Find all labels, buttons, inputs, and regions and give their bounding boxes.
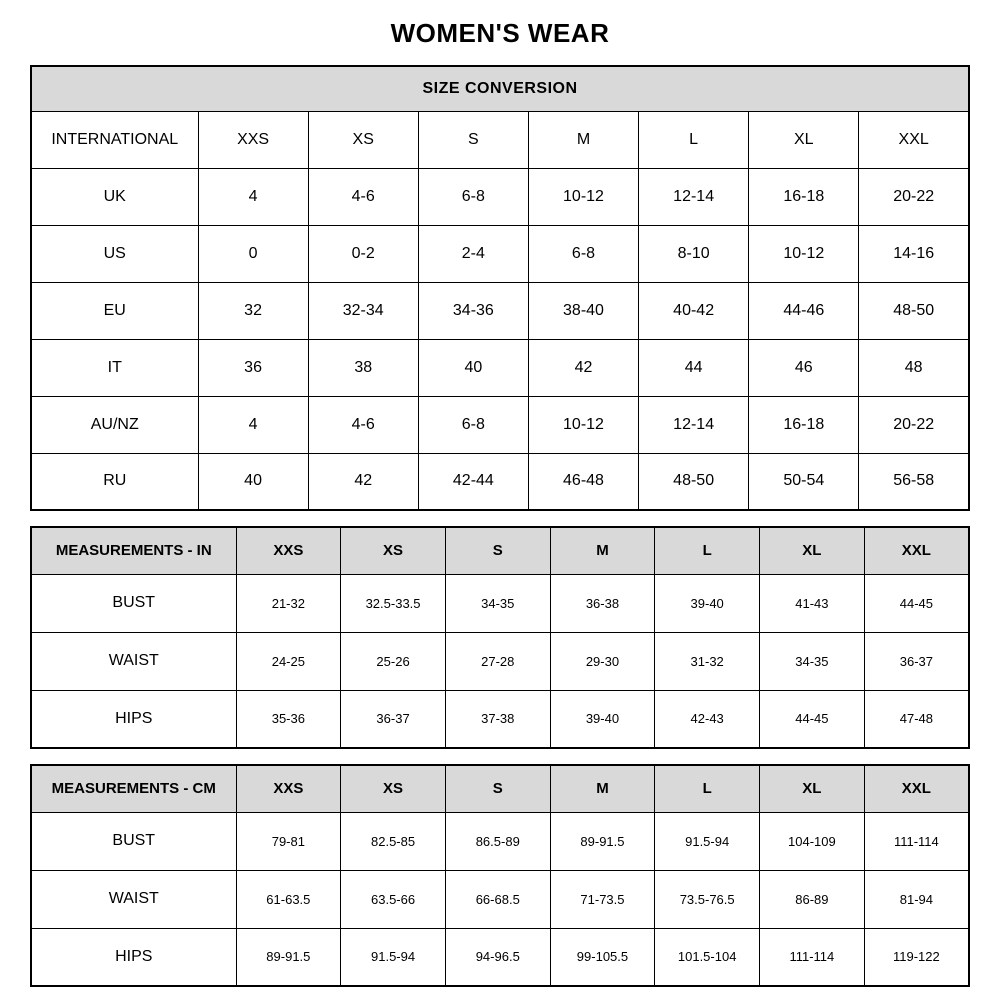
row-label: BUST	[31, 574, 236, 632]
size-value-cell: 6-8	[528, 225, 638, 282]
size-value-cell: 34-36	[418, 282, 528, 339]
row-label: IT	[31, 339, 198, 396]
row-label: WAIST	[31, 870, 236, 928]
table-title-cell: MEASUREMENTS - IN	[31, 527, 236, 574]
measurements-cm-header-row	[31, 765, 969, 812]
measurement-column-header: L	[655, 527, 760, 574]
row-label: RU	[31, 453, 198, 510]
measurement-cm-value-cell: 86-89	[760, 870, 865, 928]
measurement-column-header: XS	[341, 527, 446, 574]
size-value-cell: 38-40	[528, 282, 638, 339]
measurement-cm-value-cell: 71-73.5	[550, 870, 655, 928]
size-value-cell: 6-8	[418, 396, 528, 453]
table-row	[31, 690, 969, 748]
size-value-cell: 40	[418, 339, 528, 396]
size-column-header: XXS	[198, 111, 308, 168]
table-row	[31, 632, 969, 690]
row-label: HIPS	[31, 928, 236, 986]
measurements-in-table	[30, 526, 970, 749]
size-value-cell: 42	[528, 339, 638, 396]
measurement-in-value-cell: 24-25	[236, 632, 341, 690]
measurement-cm-value-cell: 79-81	[236, 812, 341, 870]
measurement-cm-value-cell: 63.5-66	[341, 870, 446, 928]
size-column-header: S	[418, 111, 528, 168]
measurement-column-header: M	[550, 765, 655, 812]
size-value-cell: 32	[198, 282, 308, 339]
size-value-cell: 2-4	[418, 225, 528, 282]
measurement-cm-value-cell: 89-91.5	[236, 928, 341, 986]
size-value-cell: 12-14	[639, 396, 749, 453]
size-value-cell: 4	[198, 168, 308, 225]
measurement-in-value-cell: 35-36	[236, 690, 341, 748]
page-title: WOMEN'S WEAR	[390, 18, 610, 48]
size-value-cell: 48-50	[859, 282, 969, 339]
size-conversion-title: SIZE CONVERSION	[31, 66, 969, 111]
size-value-cell: 8-10	[639, 225, 749, 282]
measurement-in-value-cell: 36-37	[341, 690, 446, 748]
table-row	[31, 168, 969, 225]
measurement-cm-value-cell: 66-68.5	[445, 870, 550, 928]
measurement-in-value-cell: 25-26	[341, 632, 446, 690]
measurement-cm-value-cell: 101.5-104	[655, 928, 760, 986]
row-label: UK	[31, 168, 198, 225]
measurement-column-header: XXS	[236, 765, 341, 812]
table-row	[31, 282, 969, 339]
size-value-cell: 56-58	[859, 453, 969, 510]
table-title-cell: MEASUREMENTS - CM	[31, 765, 236, 812]
measurement-cm-value-cell: 89-91.5	[550, 812, 655, 870]
size-value-cell: 12-14	[639, 168, 749, 225]
measurement-cm-value-cell: 104-109	[760, 812, 865, 870]
measurement-column-header: S	[445, 527, 550, 574]
measurement-column-header: M	[550, 527, 655, 574]
row-label: US	[31, 225, 198, 282]
measurement-in-value-cell: 37-38	[445, 690, 550, 748]
size-value-cell: 16-18	[749, 168, 859, 225]
size-value-cell: 40-42	[639, 282, 749, 339]
size-value-cell: 20-22	[859, 396, 969, 453]
table-row	[31, 339, 969, 396]
size-value-cell: 0	[198, 225, 308, 282]
measurement-cm-value-cell: 99-105.5	[550, 928, 655, 986]
measurement-column-header: XL	[760, 527, 865, 574]
size-value-cell: 48-50	[639, 453, 749, 510]
size-value-cell: 6-8	[418, 168, 528, 225]
row-label: WAIST	[31, 632, 236, 690]
size-value-cell: 10-12	[528, 168, 638, 225]
table-row	[31, 812, 969, 870]
measurement-cm-value-cell: 91.5-94	[341, 928, 446, 986]
size-value-cell: 32-34	[308, 282, 418, 339]
measurement-column-header: XXL	[864, 527, 969, 574]
size-value-cell: 20-22	[859, 168, 969, 225]
row-label: EU	[31, 282, 198, 339]
size-conversion-table	[30, 65, 970, 511]
measurement-cm-value-cell: 94-96.5	[445, 928, 550, 986]
measurement-column-header: XL	[760, 765, 865, 812]
measurement-in-value-cell: 41-43	[760, 574, 865, 632]
measurement-cm-value-cell: 119-122	[864, 928, 969, 986]
size-value-cell: 44-46	[749, 282, 859, 339]
measurement-in-value-cell: 36-37	[864, 632, 969, 690]
measurement-cm-value-cell: 81-94	[864, 870, 969, 928]
table-row	[31, 870, 969, 928]
size-value-cell: 4-6	[308, 396, 418, 453]
size-value-cell: 16-18	[749, 396, 859, 453]
measurement-column-header: L	[655, 765, 760, 812]
measurement-in-value-cell: 21-32	[236, 574, 341, 632]
measurements-in-body	[31, 574, 969, 748]
size-conversion-body	[31, 168, 969, 510]
table-row	[31, 396, 969, 453]
measurement-in-value-cell: 27-28	[445, 632, 550, 690]
table-row	[31, 453, 969, 510]
size-value-cell: 48	[859, 339, 969, 396]
measurement-in-value-cell: 39-40	[550, 690, 655, 748]
measurements-cm-body	[31, 812, 969, 986]
size-value-cell: 46-48	[528, 453, 638, 510]
size-column-header: L	[639, 111, 749, 168]
size-column-header: XL	[749, 111, 859, 168]
measurement-in-value-cell: 47-48	[864, 690, 969, 748]
measurement-cm-value-cell: 111-114	[864, 812, 969, 870]
measurement-in-value-cell: 34-35	[445, 574, 550, 632]
table-row	[31, 574, 969, 632]
row-label: HIPS	[31, 690, 236, 748]
table-row	[31, 225, 969, 282]
table-row	[31, 928, 969, 986]
measurements-cm-table	[30, 764, 970, 987]
row-label: BUST	[31, 812, 236, 870]
measurement-cm-value-cell: 82.5-85	[341, 812, 446, 870]
measurement-cm-value-cell: 111-114	[760, 928, 865, 986]
size-value-cell: 40	[198, 453, 308, 510]
measurement-in-value-cell: 32.5-33.5	[341, 574, 446, 632]
measurement-column-header: S	[445, 765, 550, 812]
table-title-cell: INTERNATIONAL	[31, 111, 198, 168]
size-column-header: XXL	[859, 111, 969, 168]
size-value-cell: 42-44	[418, 453, 528, 510]
size-conversion-header-row	[31, 111, 969, 168]
measurements-in-header-row	[31, 527, 969, 574]
measurement-column-header: XXS	[236, 527, 341, 574]
measurement-in-value-cell: 34-35	[760, 632, 865, 690]
measurement-column-header: XS	[341, 765, 446, 812]
measurement-cm-value-cell: 91.5-94	[655, 812, 760, 870]
measurement-in-value-cell: 44-45	[864, 574, 969, 632]
measurement-column-header: XXL	[864, 765, 969, 812]
measurement-in-value-cell: 29-30	[550, 632, 655, 690]
measurement-in-value-cell: 39-40	[655, 574, 760, 632]
size-conversion-banner-row	[31, 66, 969, 111]
measurement-cm-value-cell: 73.5-76.5	[655, 870, 760, 928]
size-value-cell: 0-2	[308, 225, 418, 282]
size-value-cell: 14-16	[859, 225, 969, 282]
size-value-cell: 10-12	[749, 225, 859, 282]
size-value-cell: 44	[639, 339, 749, 396]
size-value-cell: 36	[198, 339, 308, 396]
size-value-cell: 4	[198, 396, 308, 453]
size-value-cell: 4-6	[308, 168, 418, 225]
measurement-in-value-cell: 44-45	[760, 690, 865, 748]
size-column-header: XS	[308, 111, 418, 168]
size-value-cell: 38	[308, 339, 418, 396]
size-chart-page	[30, 0, 970, 987]
size-value-cell: 42	[308, 453, 418, 510]
measurement-cm-value-cell: 61-63.5	[236, 870, 341, 928]
row-label: AU/NZ	[31, 396, 198, 453]
size-value-cell: 50-54	[749, 453, 859, 510]
measurement-cm-value-cell: 86.5-89	[445, 812, 550, 870]
size-value-cell: 46	[749, 339, 859, 396]
size-column-header: M	[528, 111, 638, 168]
size-value-cell: 10-12	[528, 396, 638, 453]
measurement-in-value-cell: 42-43	[655, 690, 760, 748]
measurement-in-value-cell: 36-38	[550, 574, 655, 632]
measurement-in-value-cell: 31-32	[655, 632, 760, 690]
